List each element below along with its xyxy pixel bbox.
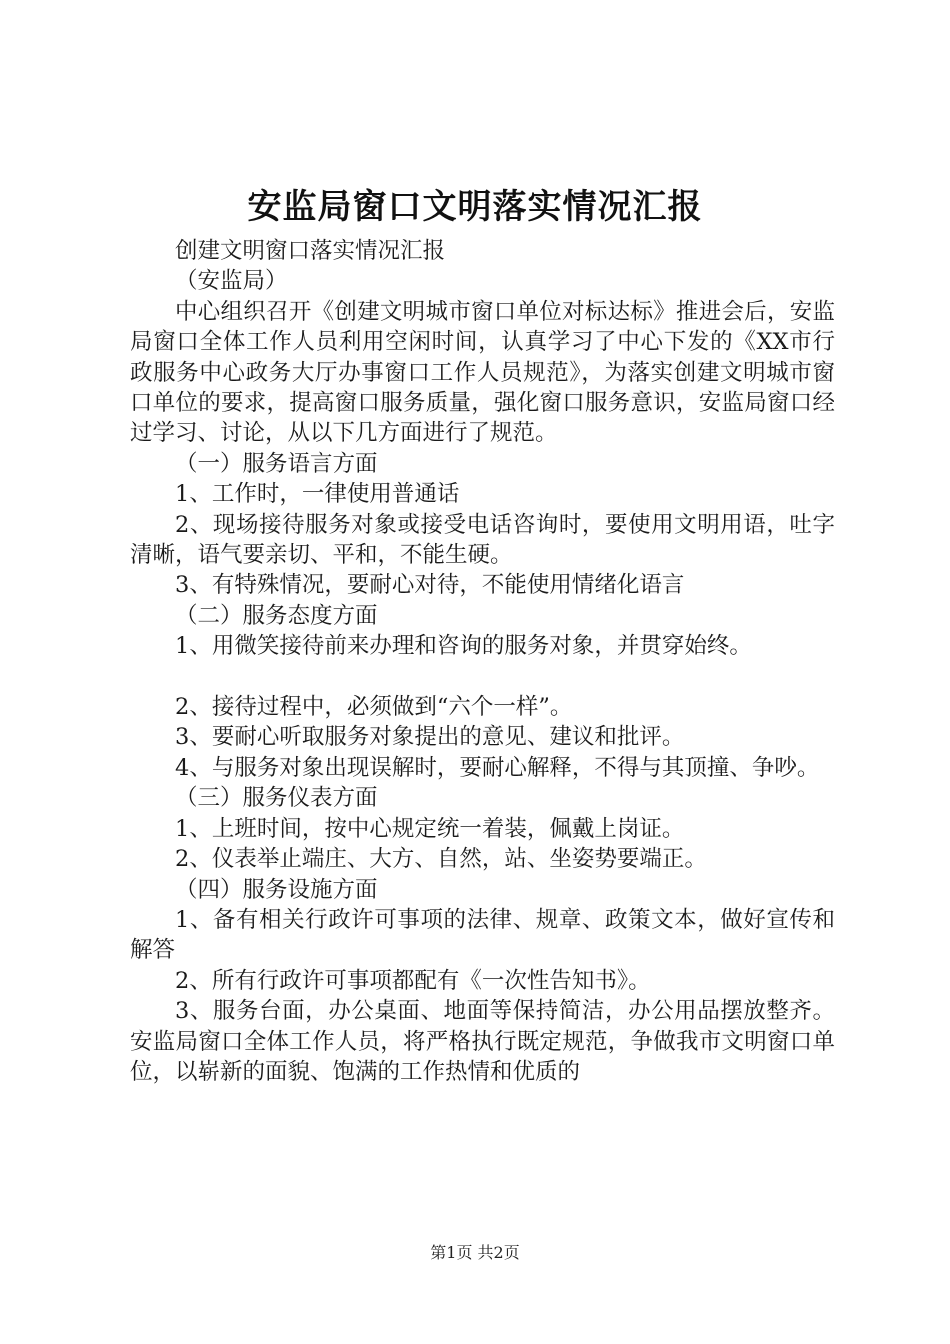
paragraph: 1、工作时，一律使用普通话 — [175, 481, 460, 508]
paragraph: 2、现场接待服务对象或接受电话咨询时，要使用文明用语，吐字清晰，语气要亲切、平和，不能生硬。 — [130, 511, 835, 569]
page-footer: 第1页 共2页 — [430, 1243, 520, 1262]
paragraph: 2、接待过程中，必须做到“六个一样”。 — [175, 694, 573, 721]
paragraph: 1、上班时间，按中心规定统一着装，佩戴上岗证。 — [175, 815, 685, 842]
paragraph: 1、用微笑接待前来办理和咨询的服务对象，并贯穿始终。 — [175, 633, 752, 660]
paragraph: 1、备有相关行政许可事项的法律、规章、政策文本，做好宣传和解答 — [130, 906, 835, 964]
paragraph: （安监局） — [175, 268, 288, 295]
paragraph: 2、所有行政许可事项都配有《一次性告知书》。 — [175, 967, 651, 994]
paragraph: 2、仪表举止端庄、大方、自然，站、坐姿势要端正。 — [175, 846, 707, 873]
document-body — [130, 236, 835, 1087]
section-heading: （一）服务语言方面 — [175, 450, 378, 477]
paragraph: 3、有特殊情况，要耐心对待，不能使用情绪化语言 — [175, 572, 685, 599]
paragraph: 创建文明窗口落实情况汇报 — [175, 238, 446, 264]
paragraph: 3、服务台面，办公桌面、地面等保持简洁，办公用品摆放整齐。安监局窗口全体工作人员，将严格执行既定规范，争做我市文明窗口单位，以崭新的面貌、饱满的工作热情和优质的 — [130, 998, 835, 1085]
section-heading: （二）服务态度方面 — [175, 602, 378, 629]
paragraph: 3、要耐心听取服务对象提出的意见、建议和批评。 — [175, 724, 685, 751]
document-title: 安监局窗口文明落实情况汇报 — [247, 187, 703, 227]
section-heading: （三）服务仪表方面 — [175, 785, 378, 812]
section-heading: （四）服务设施方面 — [175, 876, 378, 903]
paragraph: 4、与服务对象出现误解时，要耐心解释，不得与其顶撞、争吵。 — [175, 754, 820, 781]
paragraph: 中心组织召开《创建文明城市窗口单位对标达标》推进会后，安监局窗口全体工作人员利用空闲时间，认真学习了中心下发的《XX市行政服务中心政务大厅办事窗口工作人员规范》，为落实创建文明城市窗口单位的要求，提高窗口服务质量，强化窗口服务意识，安监局窗口经过学习、讨论，从以下几方面进行了规范。 — [130, 298, 835, 447]
